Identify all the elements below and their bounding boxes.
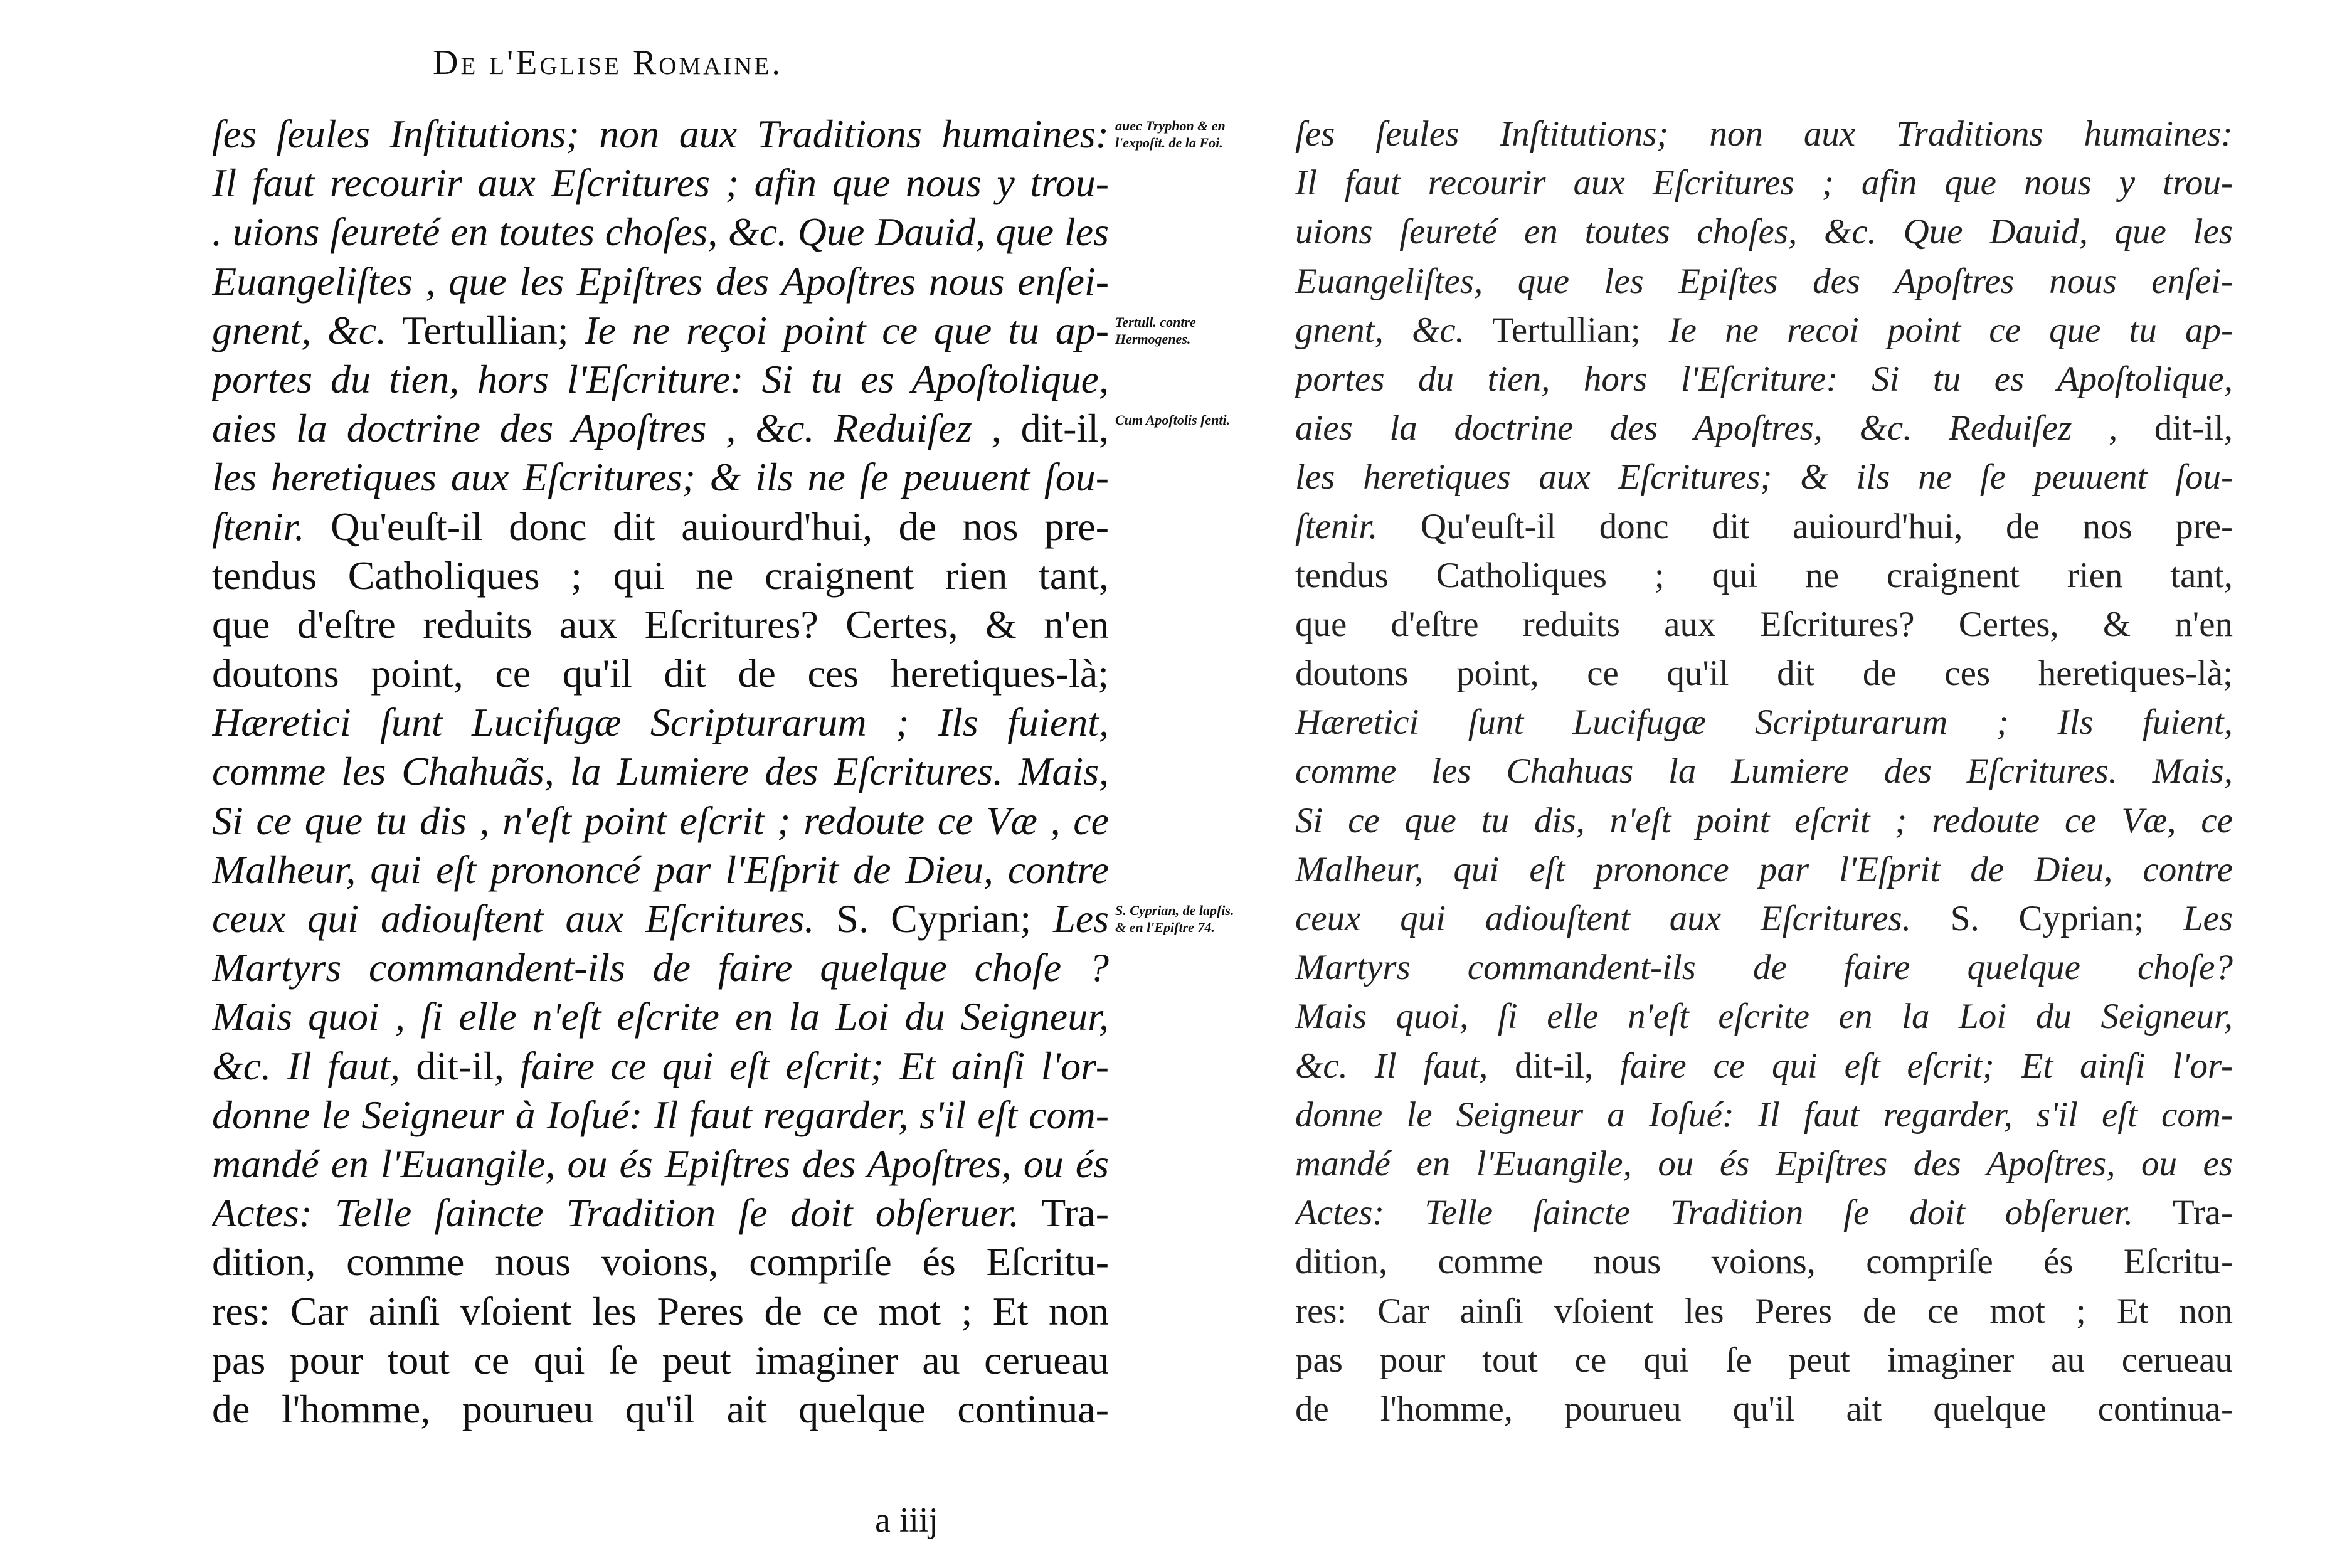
text-line bbox=[212, 110, 1109, 159]
text-line bbox=[1295, 698, 2233, 747]
roman-segment: tendus Catholiques ; qui ne craignent rien tant, bbox=[1295, 555, 2233, 595]
text-line bbox=[1295, 992, 2233, 1041]
italic-segment: Mais quoi, ſi elle n'eſt eſcrite en la Loi du Seigneur, bbox=[1295, 997, 2233, 1037]
italic-segment: faire ce qui eſt eſcrit; Et ainſi l'or- bbox=[520, 1043, 1109, 1088]
roman-segment: dit-il, bbox=[1488, 1046, 1621, 1086]
transcription-page bbox=[1176, 0, 2352, 1568]
text-line bbox=[212, 943, 1109, 992]
italic-segment: gnent, &c. bbox=[1295, 310, 1465, 350]
text-line bbox=[212, 306, 1109, 355]
text-line bbox=[212, 208, 1109, 257]
text-line bbox=[212, 747, 1109, 796]
italic-segment: les heretiques aux Eſcritures; & ils ne ſe peuuent ſou- bbox=[1295, 457, 2233, 497]
text-line bbox=[1295, 649, 2233, 698]
italic-segment: Ie ne recoi point ce que tu ap- bbox=[1668, 310, 2233, 350]
text-line bbox=[212, 649, 1109, 698]
italic-segment: portes du tien, hors l'Eſcriture: Si tu es Apoſtolique, bbox=[212, 356, 1109, 401]
roman-segment: dit-il, bbox=[2117, 408, 2233, 448]
text-line bbox=[1295, 1237, 2233, 1286]
text-line bbox=[1295, 1042, 2233, 1091]
italic-segment: Mais quoi , ſi elle n'eſt eſcrite en la Loi du Seigneur, bbox=[212, 994, 1109, 1039]
roman-segment: dition, comme nous voions, compriſe és Eſcritu- bbox=[212, 1239, 1109, 1285]
italic-segment: Les bbox=[2183, 899, 2233, 938]
text-line bbox=[212, 257, 1109, 306]
text-line bbox=[212, 551, 1109, 600]
text-line bbox=[1295, 943, 2233, 992]
text-line bbox=[1295, 1140, 2233, 1189]
text-line bbox=[1295, 306, 2233, 355]
italic-segment: Euangeliſtes, que les Epiſtes des Apoſtres nous enſei- bbox=[1295, 261, 2233, 301]
italic-segment: Les bbox=[1053, 896, 1109, 941]
text-line bbox=[1295, 502, 2233, 551]
text-line bbox=[212, 159, 1109, 208]
italic-segment: Il faut recourir aux Eſcritures ; afin que nous y trou- bbox=[1295, 163, 2233, 203]
italic-segment: faire ce qui eſt eſcrit; Et ainſi l'or- bbox=[1620, 1046, 2233, 1086]
italic-segment: les heretiques aux Eſcritures; & ils ne ſe peuuent ſou- bbox=[212, 455, 1109, 500]
italic-segment: Malheur, qui eſt prononce par l'Eſprit de Dieu, contre bbox=[1295, 849, 2233, 889]
running-header: De l'Eglise Romaine. bbox=[433, 43, 783, 82]
italic-segment: . uions ſeureté en toutes choſes, &c. Que Dauid, que les bbox=[212, 209, 1109, 255]
italic-segment: mandé en l'Euangile, ou és Epiſtres des Apoſtres, ou es bbox=[1295, 1143, 2233, 1184]
marginal-note: auec Tryphon & en l'expoſit. de la Foi. bbox=[1115, 118, 1226, 151]
text-line bbox=[212, 698, 1109, 747]
italic-segment: ceux qui adiouſtent aux Eſcritures. bbox=[212, 896, 815, 941]
text-line bbox=[1295, 1385, 2233, 1434]
italic-segment: portes du tien, hors l'Eſcriture: Si tu es Apoſtolique, bbox=[1295, 359, 2233, 399]
text-line bbox=[1295, 1336, 2233, 1385]
text-line bbox=[212, 453, 1109, 502]
text-line bbox=[1295, 1091, 2233, 1140]
text-line bbox=[1295, 845, 2233, 894]
italic-segment: Il faut recourir aux Eſcritures ; afin que nous y trou- bbox=[212, 161, 1109, 206]
roman-segment: Tertullian; bbox=[386, 307, 585, 352]
text-line bbox=[1295, 1287, 2233, 1336]
italic-segment: donne le Seigneur à Ioſué: Il faut regarder, s'il eſt com- bbox=[212, 1092, 1109, 1137]
roman-segment: doutons point, ce qu'il dit de ces heretiques-là; bbox=[212, 651, 1109, 696]
roman-segment: pas pour tout ce qui ſe peut imaginer au cerueau bbox=[1295, 1340, 2233, 1380]
roman-segment: Tra- bbox=[2133, 1193, 2233, 1233]
italic-segment: ſtenir. bbox=[212, 504, 305, 549]
text-line bbox=[212, 1385, 1109, 1434]
roman-segment: que d'eſtre reduits aux Eſcritures? Certes, & n'en bbox=[1295, 604, 2233, 644]
italic-segment: Si ce que tu dis, n'eſt point eſcrit ; redoute ce Væ, ce bbox=[1295, 800, 2233, 840]
italic-segment: ſes ſeules Inſtitutions; non aux Traditions humaines: bbox=[212, 112, 1109, 156]
roman-segment: Qu'euſt-il donc dit auiourd'hui, de nos pre- bbox=[1377, 506, 2233, 546]
roman-segment: res: Car ainſi vſoient les Peres de ce mot ; Et non bbox=[212, 1288, 1109, 1333]
italic-segment: comme les Chahuãs, la Lumiere des Eſcritures. Mais, bbox=[212, 749, 1109, 794]
text-line bbox=[212, 600, 1109, 649]
text-line bbox=[1295, 1189, 2233, 1237]
italic-segment: Euangeliſtes , que les Epiſtres des Apoſtres nous enſei- bbox=[212, 258, 1109, 304]
text-line bbox=[212, 1189, 1109, 1237]
italic-segment: Martyrs commandent-ils de faire quelque choſe? bbox=[1295, 948, 2233, 988]
italic-segment: Hæretici ſunt Lucifugæ Scripturarum ; Ils fuient, bbox=[1295, 702, 2233, 743]
roman-segment: dit-il, bbox=[400, 1043, 521, 1088]
text-line bbox=[1295, 797, 2233, 845]
roman-segment: de l'homme, pourueu qu'il ait quelque continua- bbox=[212, 1386, 1109, 1431]
italic-segment: Actes: Telle ſaincte Tradition ſe doit obſeruer. bbox=[1295, 1193, 2134, 1233]
text-line bbox=[1295, 404, 2233, 453]
italic-segment: donne le Seigneur a Ioſué: Il faut regarder, s'il eſt com- bbox=[1295, 1094, 2233, 1135]
roman-segment: res: Car ainſi vſoient les Peres de ce mot ; Et non bbox=[1295, 1291, 2233, 1331]
italic-segment: uions ſeureté en toutes choſes, &c. Que Dauid, que les bbox=[1295, 212, 2233, 252]
text-line bbox=[1295, 110, 2233, 159]
roman-segment: doutons point, ce qu'il dit de ces heretiques-là; bbox=[1295, 654, 2233, 694]
roman-segment: Tra- bbox=[1019, 1190, 1109, 1236]
italic-segment: Actes: Telle ſaincte Tradition ſe doit obſeruer. bbox=[212, 1190, 1020, 1236]
text-line bbox=[1295, 747, 2233, 796]
original-text-column bbox=[212, 110, 1109, 1434]
text-line bbox=[212, 502, 1109, 551]
italic-segment: Si ce que tu dis , n'eſt point eſcrit ; redoute ce Væ , ce bbox=[212, 798, 1109, 843]
italic-segment: &c. Il faut, bbox=[1295, 1046, 1488, 1086]
roman-segment: Tertullian; bbox=[1464, 310, 1669, 350]
roman-segment: S. Cyprian; bbox=[814, 896, 1054, 941]
text-line bbox=[1295, 551, 2233, 600]
italic-segment: gnent, &c. bbox=[212, 307, 387, 352]
roman-segment: tendus Catholiques ; qui ne craignent rien tant, bbox=[212, 553, 1109, 598]
roman-segment: S. Cyprian; bbox=[1910, 899, 2183, 938]
italic-segment: aies la doctrine des Apoſtres , &c. Reduiſez , bbox=[212, 406, 1002, 451]
roman-segment: pas pour tout ce qui ſe peut imaginer au cerueau bbox=[212, 1337, 1109, 1382]
text-line bbox=[212, 1091, 1109, 1140]
text-line bbox=[212, 1336, 1109, 1385]
text-line bbox=[212, 1042, 1109, 1091]
text-line bbox=[212, 1237, 1109, 1286]
text-line bbox=[1295, 453, 2233, 502]
text-line bbox=[212, 404, 1109, 453]
italic-segment: Martyrs commandent-ils de faire quelque choſe ? bbox=[212, 945, 1109, 990]
text-line bbox=[212, 797, 1109, 845]
roman-segment: Qu'euſt-il donc dit auiourd'hui, de nos pre- bbox=[304, 504, 1109, 549]
italic-segment: comme les Chahuas la Lumiere des Eſcritures. Mais, bbox=[1295, 751, 2233, 792]
text-line bbox=[1295, 894, 2233, 943]
text-line bbox=[1295, 257, 2233, 306]
signature-mark: a iiij bbox=[875, 1501, 939, 1540]
italic-segment: ſtenir. bbox=[1295, 506, 1378, 546]
text-line bbox=[1295, 159, 2233, 208]
italic-segment: ſes ſeules Inſtitutions; non aux Traditions humaines: bbox=[1295, 114, 2233, 154]
marginal-note: S. Cyprian, de lapſis. & en l'Epiſtre 74. bbox=[1115, 903, 1234, 936]
text-line bbox=[212, 1140, 1109, 1189]
text-line bbox=[1295, 208, 2233, 257]
roman-segment: dit-il, bbox=[1001, 406, 1109, 451]
text-line bbox=[212, 992, 1109, 1041]
roman-segment: que d'eſtre reduits aux Eſcritures? Certes, & n'en bbox=[212, 601, 1109, 647]
marginal-note: Tertull. contre Hermogenes. bbox=[1115, 314, 1196, 347]
italic-segment: &c. Il faut, bbox=[212, 1043, 400, 1088]
text-line bbox=[212, 894, 1109, 943]
italic-segment: Malheur, qui eſt prononcé par l'Eſprit de Dieu, contre bbox=[212, 847, 1109, 892]
italic-segment: Ie ne reçoi point ce que tu ap- bbox=[585, 307, 1109, 352]
text-line bbox=[212, 845, 1109, 894]
italic-segment: mandé en l'Euangile, ou és Epiſtres des Apoſtres, ou és bbox=[212, 1141, 1109, 1186]
italic-segment: Hæretici ſunt Lucifugæ Scripturarum ; Ils fuient, bbox=[212, 700, 1109, 745]
italic-segment: aies la doctrine des Apoſtres, &c. Reduiſez , bbox=[1295, 408, 2118, 448]
text-line bbox=[212, 355, 1109, 404]
roman-segment: dition, comme nous voions, compriſe és Eſcritu- bbox=[1295, 1242, 2233, 1282]
transcription-text-column bbox=[1295, 110, 2233, 1434]
text-line bbox=[1295, 355, 2233, 404]
italic-segment: ceux qui adiouſtent aux Eſcritures. bbox=[1295, 899, 1911, 938]
text-line bbox=[212, 1287, 1109, 1336]
text-line bbox=[1295, 600, 2233, 649]
marginal-note: Cum Apoſtolis ſenti. bbox=[1115, 412, 1231, 428]
roman-segment: de l'homme, pourueu qu'il ait quelque continua- bbox=[1295, 1389, 2233, 1429]
